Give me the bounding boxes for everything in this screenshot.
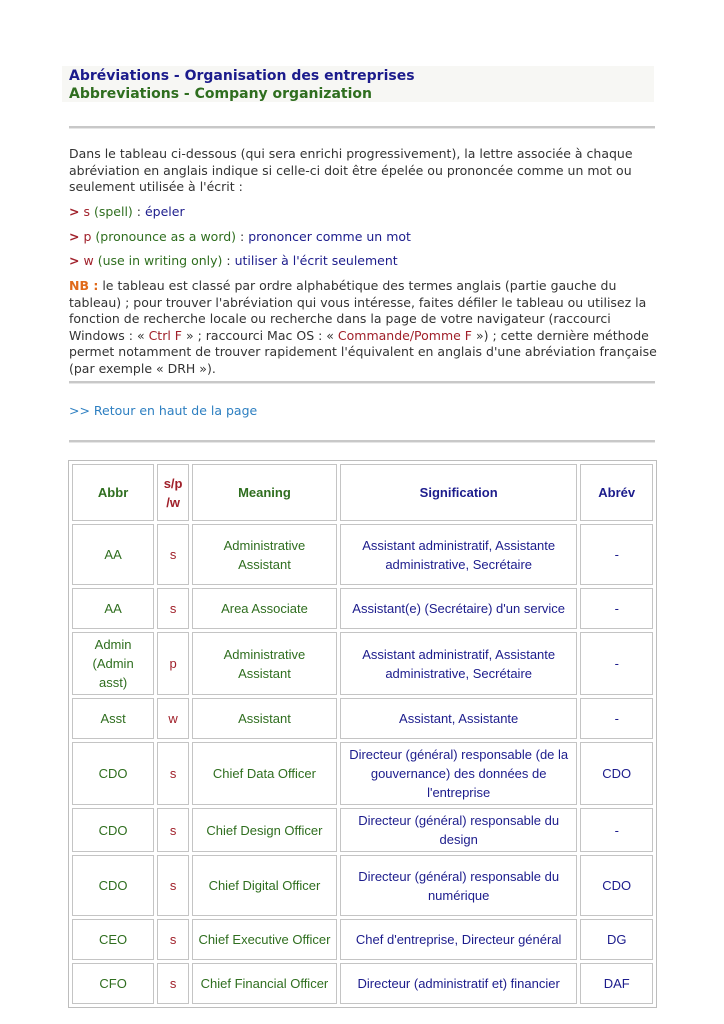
legend-english: (pronounce as a word) [95, 229, 237, 244]
table-row [72, 919, 653, 960]
cell-signification: Directeur (général) responsable (de la gouvernance) des données de l'entreprise [340, 742, 578, 805]
cell-signification: Assistant, Assistante [340, 698, 578, 739]
cell-spw: s [157, 963, 189, 1004]
cell-signification: Chef d'entreprise, Directeur général [340, 919, 578, 960]
cell-abbr: CFO [72, 963, 154, 1004]
table-row [72, 742, 653, 805]
cell-abbr: CDO [72, 855, 154, 916]
cell-abbr: AA [72, 524, 154, 585]
cell-meaning: Administrative Assistant [192, 632, 337, 695]
cell-abrev: - [580, 808, 653, 852]
cell-spw: p [157, 632, 189, 695]
cell-meaning: Chief Data Officer [192, 742, 337, 805]
column-header-signification: Signification [340, 464, 578, 521]
cell-abbr: AA [72, 588, 154, 629]
table-row [72, 963, 653, 1004]
chevron-right-icon: > [69, 253, 80, 268]
cell-signification: Assistant administratif, Assistante administrative, Secrétaire [340, 632, 578, 695]
cell-meaning: Chief Executive Officer [192, 919, 337, 960]
divider [69, 440, 655, 443]
legend-letter: p [83, 229, 92, 244]
cell-meaning: Area Associate [192, 588, 337, 629]
divider [69, 126, 655, 129]
cell-abbr: CDO [72, 808, 154, 852]
cell-abrev: - [580, 698, 653, 739]
cell-signification: Assistant(e) (Secrétaire) d'un service [340, 588, 578, 629]
nb-paragraph [69, 278, 661, 377]
legend-english: (spell) [93, 204, 133, 219]
cell-abrev: CDO [580, 855, 653, 916]
cell-spw: s [157, 742, 189, 805]
legend-item-writing [69, 253, 398, 268]
back-to-top-link[interactable]: >> Retour en haut de la page [69, 403, 258, 418]
cell-abrev: - [580, 524, 653, 585]
cell-signification: Directeur (général) responsable du numérique [340, 855, 578, 916]
cell-abrev: DAF [580, 963, 653, 1004]
cell-spw: s [157, 855, 189, 916]
abbreviations-table [68, 460, 657, 1008]
cell-abrev: - [580, 632, 653, 695]
legend-letter: s [83, 204, 90, 219]
chevron-right-icon: > [69, 204, 80, 219]
legend-item-pronounce [69, 229, 411, 244]
column-header-abrev: Abrév [580, 464, 653, 521]
nb-text: » ; raccourci Mac OS : « [181, 327, 338, 343]
nb-label: NB : [69, 278, 99, 293]
cell-abbr: Asst [72, 698, 154, 739]
legend-french: utiliser à l'écrit seulement [234, 253, 398, 268]
shortcut-mac: Commande/Pomme F [337, 327, 473, 343]
cell-spw: s [157, 919, 189, 960]
cell-meaning: Assistant [192, 698, 337, 739]
cell-signification: Assistant administratif, Assistante administrative, Secrétaire [340, 524, 578, 585]
chevron-right-icon: > [69, 229, 80, 244]
cell-spw: s [157, 588, 189, 629]
legend-english: (use in writing only) [97, 253, 223, 268]
page-title-en: Abbreviations - Company organization [69, 86, 372, 102]
cell-spw: s [157, 524, 189, 585]
cell-meaning: Administrative Assistant [192, 524, 337, 585]
cell-spw: s [157, 808, 189, 852]
nb-text: ») ; cette dernière méthode permet notamment de trouver rapidement l'équivalent en anglais d'une abréviation française (par exemple « DRH »). [69, 327, 657, 376]
cell-abrev: - [580, 588, 653, 629]
table-row [72, 808, 653, 852]
table-header-row [72, 464, 653, 521]
legend-french: épeler [144, 204, 185, 219]
cell-meaning: Chief Design Officer [192, 808, 337, 852]
cell-abrev: CDO [580, 742, 653, 805]
cell-signification: Directeur (administratif et) financier [340, 963, 578, 1004]
column-header-spw: s/p /w [157, 464, 189, 521]
table-row [72, 698, 653, 739]
cell-abbr: CDO [72, 742, 154, 805]
cell-abbr: CEO [72, 919, 154, 960]
column-header-abbr: Abbr [72, 464, 154, 521]
legend-separator: : [132, 204, 145, 219]
cell-signification: Directeur (général) responsable du design [340, 808, 578, 852]
page-title-fr: Abréviations - Organisation des entreprises [69, 68, 415, 84]
table-row [72, 632, 653, 695]
legend-letter: w [83, 253, 94, 268]
legend-separator: : [236, 229, 249, 244]
table-row [72, 588, 653, 629]
cell-abbr: Admin (Admin asst) [72, 632, 154, 695]
legend-item-spell [69, 204, 185, 219]
table-row [72, 524, 653, 585]
shortcut-windows: Ctrl F [148, 327, 182, 343]
legend-french: prononcer comme un mot [248, 229, 411, 244]
intro-paragraph: Dans le tableau ci-dessous (qui sera enrichi progressivement), la lettre associée à chaque abréviation en anglais indique si celle-ci doit être épelée ou prononcée comme un mot ou seulement utilisée à l'écrit : [69, 146, 633, 194]
cell-meaning: Chief Digital Officer [192, 855, 337, 916]
cell-spw: w [157, 698, 189, 739]
nb-text: le tableau est classé par ordre alphabétique des termes anglais (partie gauche du tableau) ; pour trouver l'abréviation qui vous intéresse, faites défiler le tableau ou utilisez la fonction de recherche locale ou recherche dans la page de votre navigateur (raccourci Windows : « [69, 278, 647, 343]
cell-meaning: Chief Financial Officer [192, 963, 337, 1004]
column-header-meaning: Meaning [192, 464, 337, 521]
legend-separator: : [222, 253, 235, 268]
table-row [72, 855, 653, 916]
divider [69, 381, 655, 384]
cell-abrev: DG [580, 919, 653, 960]
